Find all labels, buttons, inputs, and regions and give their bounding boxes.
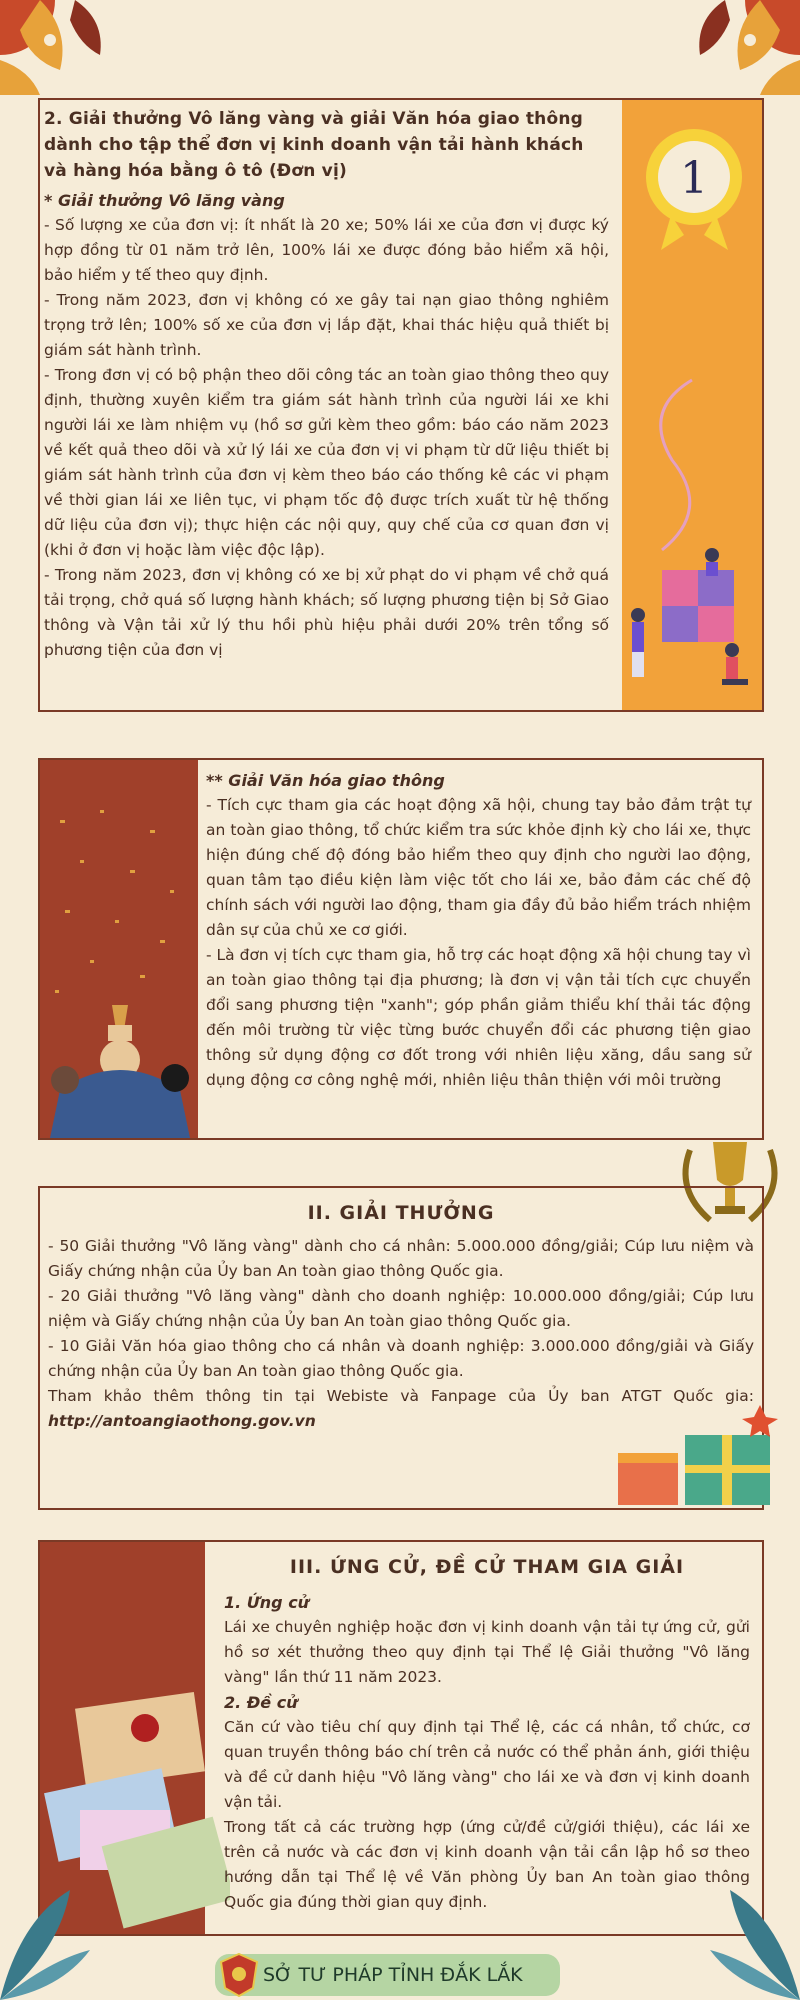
nomination-title: III. ỨNG CỬ, ĐỀ CỬ THAM GIA GIẢI [289, 1556, 685, 1578]
nomination-paragraph: Căn cứ vào tiêu chí quy định tại Thể lệ, các cá nhân, tổ chức, cơ quan truyền thông báo chí trên cả nước có thể phản ánh, giới thiệu và đề cử danh hiệu "Vô lăng vàng" cho lái xe và đơn vị kinh doanh vận tải. [224, 1718, 750, 1811]
criteria-paragraph: - Trong đơn vị có bộ phận theo dõi công tác an toàn giao thông theo quy định, thường xuyên kiểm tra giám sát hành trình của người lái xe khi người lái xe làm nhiệm vụ (hồ sơ gửi kèm theo gồm: báo cáo năm 2023 về kết quả theo dõi và xử lý lái xe của đơn vị vi phạm từ dữ liệu thiết bị giám sát hành trình của đơn vị kèm theo báo cáo thống kê các vi phạm về thời gian lái xe liên tục, vi phạm tốc độ được trích xuất từ hệ thống dữ liệu của đơn vị); thực hiện các nội quy, quy chế của cơ quan đơn vị (khi ở đơn vị hoặc làm việc độc lập). [44, 366, 609, 559]
footer-badge [215, 1954, 560, 1996]
puzzle-people-illustration [622, 370, 762, 710]
footer-label: SỞ TƯ PHÁP TỈNH ĐẮK LẮK [263, 1964, 523, 1986]
culture-rust-panel [40, 760, 198, 1138]
justice-emblem-icon [219, 1952, 259, 1998]
criteria-paragraph: - Tích cực tham gia các hoạt động xã hội, chung tay bảo đảm trật tự an toàn giao thông, tổ chức kiểm tra sức khỏe định kỳ cho lái xe, thực hiện đúng chế độ đóng bảo hiểm theo quy định cho người lao động, quan tâm tạo điều kiện làm việc tốt cho lái xe, bảo đảm các chế độ chính sách với người lao động, tham gia đầy đủ bảo hiểm trách nhiệm dân sự của chủ xe cơ giới. [206, 796, 751, 939]
nomination-paragraph: Trong tất cả các trường hợp (ứng cử/đề cử/giới thiệu), các lái xe trên cả nước và các đơn vị kinh doanh vận tải cần lập hồ sơ theo hướng dẫn tại Thể lệ về Văn phòng Ủy ban An toàn giao thông Quốc gia đúng thời gian quy định. [224, 1818, 750, 1911]
top-right-floral-ornament [690, 0, 800, 95]
website-link[interactable]: http://antoangiaothong.gov.vn [48, 1412, 316, 1430]
nomination-content [224, 1556, 750, 1915]
criteria-paragraph: - Số lượng xe của đơn vị: ít nhất là 20 xe; 50% lái xe của đơn vị được ký hợp đồng từ 01 năm trở lên, 100% lái xe được đóng bảo hiểm xã hội, bảo hiểm y tế theo quy định. [44, 216, 609, 284]
traffic-culture-subtitle: ** Giải Văn hóa giao thông [206, 771, 445, 790]
nomination-subtitle: 2. Đề cử [224, 1693, 298, 1712]
golden-wheel-subtitle: * Giải thưởng Vô lăng vàng [44, 191, 285, 210]
self-nomination-subtitle: 1. Ứng cử [224, 1593, 310, 1612]
bottom-right-leaf-ornament [710, 1880, 800, 2000]
culture-content [206, 768, 751, 1093]
bottom-left-leaf-ornament [0, 1880, 90, 2000]
section2-content [44, 106, 609, 663]
reference-label: Tham khảo thêm thông tin tại Webiste và Fanpage của Ủy ban ATGT Quốc gia: [48, 1387, 754, 1405]
award-item: - 50 Giải thưởng "Vô lăng vàng" dành cho cá nhân: 5.000.000 đồng/giải; Cúp lưu niệm và Giấy chứng nhận của Ủy ban An toàn giao thông Quốc gia. [48, 1237, 754, 1280]
top-left-floral-ornament [0, 0, 110, 95]
medal-badge-icon [636, 115, 756, 255]
awards-title: II. GIẢI THƯỞNG [307, 1202, 495, 1224]
criteria-paragraph: - Trong năm 2023, đơn vị không có xe bị xử phạt do vi phạm về chở quá tải trọng, chở quá số lượng hành khách; số lượng phương tiện bị Sở Giao thông và Vận tải xử lý thu hồi phù hiệu phải dưới 20% trên tổng số phương tiện của đơn vị [44, 566, 609, 659]
medal-number: 1 [680, 153, 708, 204]
section2-title: 2. Giải thưởng Vô lăng vàng và giải Văn hóa giao thông dành cho tập thể đơn vị kinh doanh vận tải hành khách và hàng hóa bằng ô tô (Đơn vị) [44, 109, 584, 181]
award-item: - 10 Giải Văn hóa giao thông cho cá nhân và doanh nghiệp: 3.000.000 đồng/giải và Giấy chứng nhận của Ủy ban An toàn giao thông Quốc gia. [48, 1337, 754, 1380]
criteria-paragraph: - Là đơn vị tích cực tham gia, hỗ trợ các hoạt động xã hội chung tay vì an toàn giao thông tại địa phương; là đơn vị vận tải tích cực chuyển đổi sang phương tiện "xanh"; góp phần giảm thiểu khí thải tác động đến môi trường từ việc từng bước chuyển đổi các phương tiện giao thông sử dụng động cơ đốt trong với nhiên liệu xăng, dầu sang sử dụng động cơ công nghệ mới, nhiên liệu thân thiện với môi trường [206, 946, 751, 1089]
nomination-paragraph: Lái xe chuyên nghiệp hoặc đơn vị kinh doanh vận tải tự ứng cử, gửi hồ sơ xét thưởng theo quy định tại Thể lệ Giải thưởng "Vô lăng vàng" lần thứ 11 năm 2023. [224, 1618, 750, 1686]
criteria-paragraph: - Trong năm 2023, đơn vị không có xe gây tai nạn giao thông nghiêm trọng trở lên; 100% số xe của đơn vị lắp đặt, khai thác hiệu quả thiết bị giám sát hành trình. [44, 291, 609, 359]
confetti-celebration-illustration [40, 760, 198, 1138]
gift-boxes-icon [610, 1395, 790, 1510]
award-item: - 20 Giải thưởng "Vô lăng vàng" dành cho doanh nghiệp: 10.000.000 đồng/giải; Cúp lưu niệm và Giấy chứng nhận của Ủy ban An toàn giao thông Quốc gia. [48, 1287, 754, 1330]
